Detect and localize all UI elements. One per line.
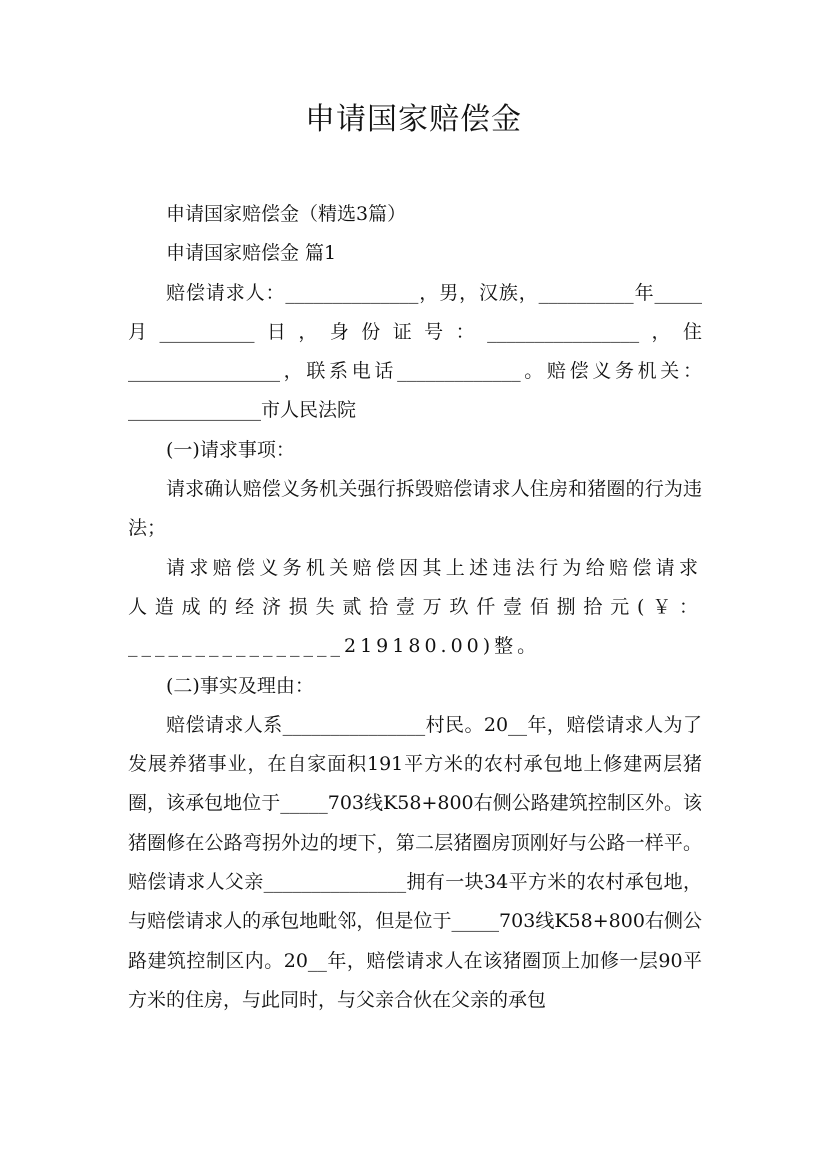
paragraph-facts-body: 赔偿请求人系_______________村民。20__年，赔偿请求人为了发展养猪事业，在自家面积191平方米的农村承包地上修建两层猪圈，该承包地位于_____703线K58+800右侧公路建筑控制区外。该猪圈修在公路弯拐外边的埂下，第二层猪圈房顶刚好与公路一样平。赔偿请求人父亲_______________拥有一块34平方米的农村承包地，与赔偿请求人的承包地毗邻，但是位于_____703线K58+800右侧公路建筑控制区内。20__年，赔偿请求人在该猪圈顶上加修一层90平方米的住房，与此同时，与父亲合伙在父亲的承包	[128, 713, 702, 1011]
document-title: 申请国家赔偿金	[305, 102, 522, 137]
document-body	[128, 195, 702, 1020]
paragraph-request-2: 请求赔偿义务机关赔偿因其上述违法行为给赔偿请求人造成的经济损失贰拾壹万玖仟壹佰捌拾元(￥：________________219180.00)整。	[128, 556, 702, 658]
paragraph-subtitle: 申请国家赔偿金（精选3篇）	[166, 203, 407, 225]
paragraph-claimant-info: 赔偿请求人：______________，男，汉族，__________年_____月__________日，身份证号：________________，住________________，联系电话_____________。赔偿义务机关：______________市人民法院	[128, 281, 702, 422]
paragraph-section-heading: 申请国家赔偿金 篇1	[166, 242, 337, 265]
paragraph-request-heading: (一)请求事项：	[166, 438, 295, 461]
paragraph-facts-heading: (二)事实及理由：	[166, 674, 314, 697]
paragraph-request-1: 请求确认赔偿义务机关强行拆毁赔偿请求人住房和猪圈的行为违法；	[128, 478, 702, 540]
